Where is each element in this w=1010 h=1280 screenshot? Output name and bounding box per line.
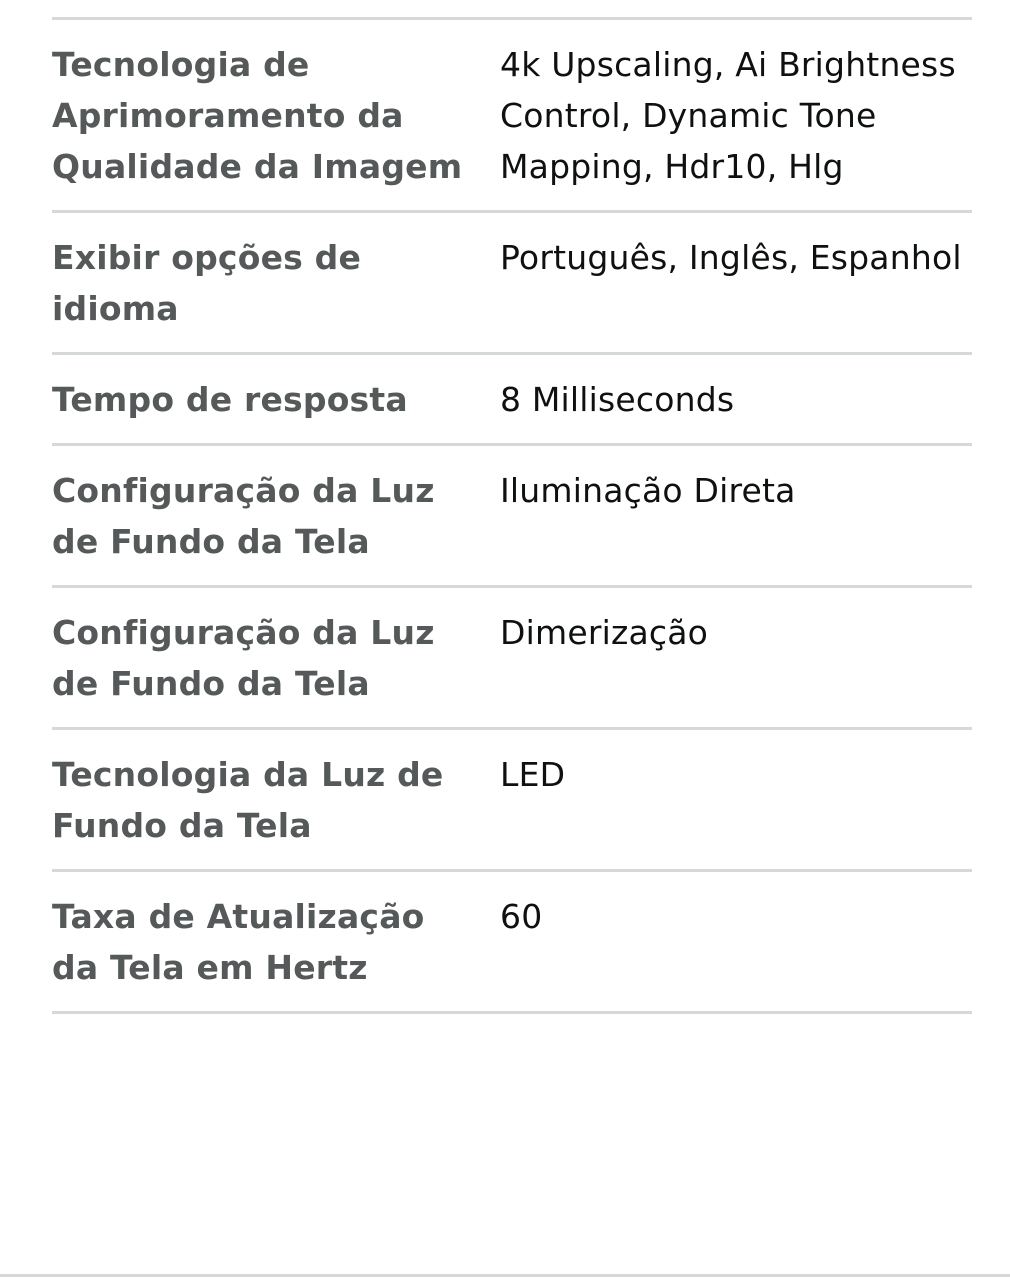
spec-label: Taxa de Atualização da Tela em Hertz xyxy=(52,897,425,987)
spec-value: LED xyxy=(500,755,566,794)
spec-row-backlight-configuration xyxy=(52,443,972,585)
spec-label: Tempo de resposta xyxy=(52,380,408,419)
spec-label: Tecnologia de Aprimoramento da Qualidade da Imagem xyxy=(52,45,463,186)
spec-value: Português, Inglês, Espanhol xyxy=(500,238,962,277)
spec-value: 60 xyxy=(500,897,543,936)
product-specifications-table xyxy=(52,17,972,1014)
spec-value: Iluminação Direta xyxy=(500,471,796,510)
spec-label: Configuração da Luz de Fundo da Tela xyxy=(52,471,435,561)
spec-row-response-time xyxy=(52,352,972,443)
spec-row-backlight-configuration xyxy=(52,585,972,727)
section-divider xyxy=(0,1274,1010,1277)
spec-value: Dimerização xyxy=(500,613,709,652)
spec-label: Configuração da Luz de Fundo da Tela xyxy=(52,613,435,703)
spec-row-image-quality-technology xyxy=(52,17,972,210)
spec-label: Exibir opções de idioma xyxy=(52,238,362,328)
spec-row-language-options xyxy=(52,210,972,352)
spec-value: 8 Milliseconds xyxy=(500,380,735,419)
spec-row-backlight-technology xyxy=(52,727,972,869)
spec-value: 4k Upscaling, Ai Brightness Control, Dynamic Tone Mapping, Hdr10, Hlg xyxy=(500,45,956,186)
spec-row-refresh-rate xyxy=(52,869,972,1014)
spec-label: Tecnologia da Luz de Fundo da Tela xyxy=(52,755,444,845)
